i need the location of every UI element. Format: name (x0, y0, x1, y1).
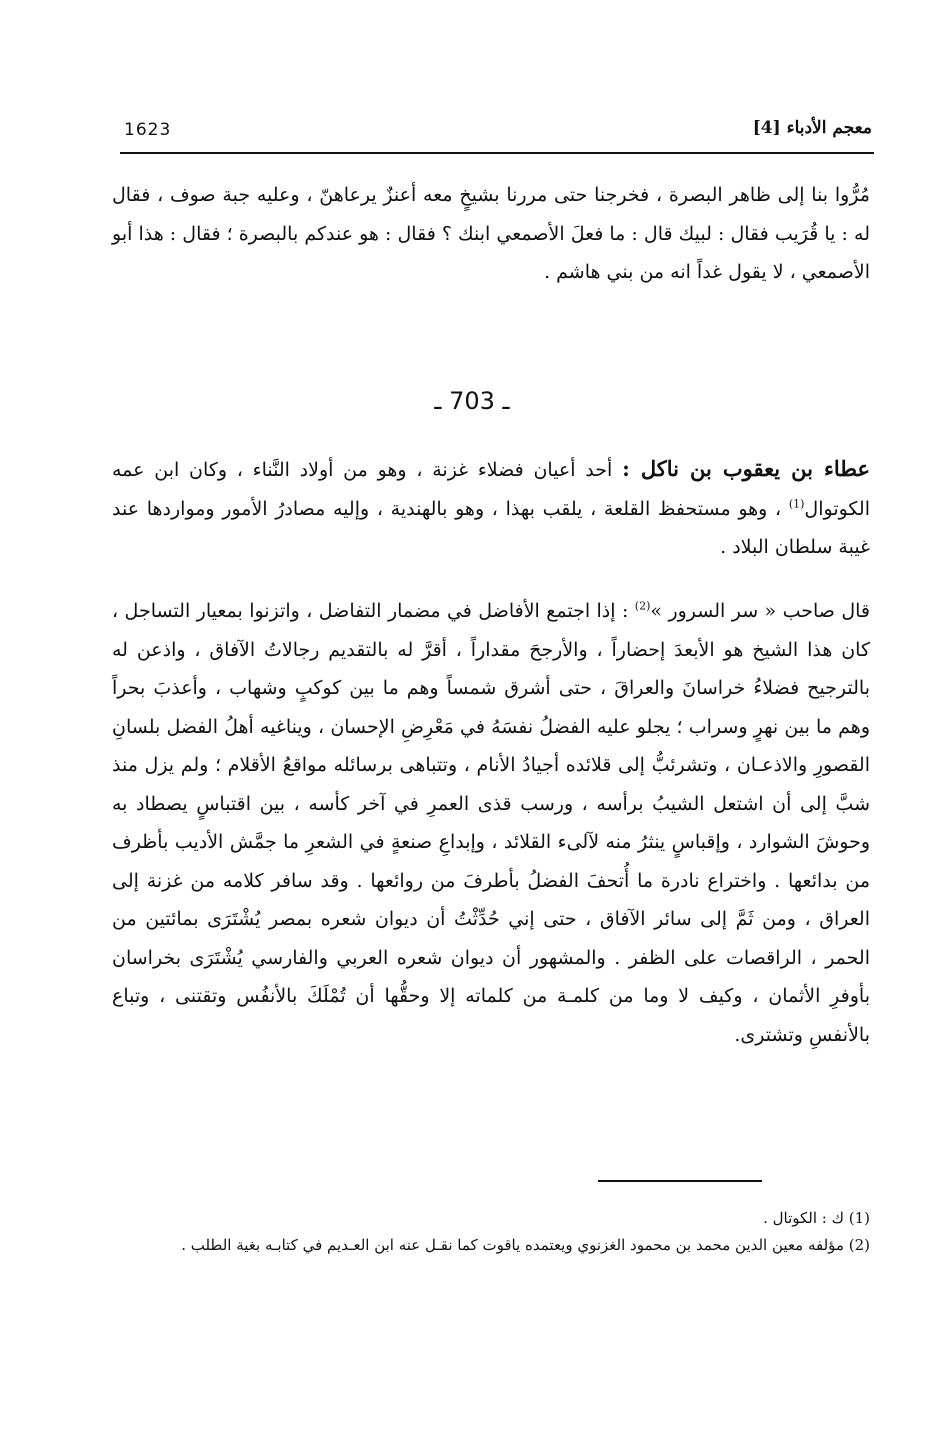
quote-paragraph (112, 592, 870, 1054)
quote-text-part-1: قال صاحب « سر السرور » (650, 600, 871, 622)
intro-paragraph: مُرُّوا بنا إلى ظاهر البصرة ، فخرجنا حتى مررنا بشيخٍ معه أعنزٌ يرعاهنّ ، وعليه جبة صوف ، فقال له : يا قُرَيب فقال : لبيك قال : ما فعلَ الأصمعي ابنك ؟ فقال : هو عندكم بالبصرة ؛ فقال : هذا أبو الأصمعي ، لا يقول غداً انه من بني هاشم . (112, 184, 870, 283)
footnote-rule (598, 1180, 762, 1182)
footnote-1: (1) ك : الكوتال . (763, 1209, 870, 1227)
footnote-ref-1: (1) (788, 497, 805, 511)
header-rule (120, 152, 874, 154)
page-header (120, 118, 874, 148)
footnote-2: (2) مؤلفه معين الدين محمد بن محمود الغزنوي ويعتمده ياقوت كما نقـل عنه ابن العـديم في كتابـه بغية الطلب . (181, 1236, 870, 1254)
entry-name: عطاء بن يعقوب بن ناكل : (622, 456, 870, 481)
entry-number: ـ 703 ـ (434, 387, 510, 415)
footnotes (112, 1205, 870, 1259)
entry-paragraph (112, 450, 870, 567)
page-number: 1623 (124, 120, 172, 140)
entry-text-part-2: ، وهو مستحفظ القلعة ، يلقب بهذا ، وهو بالهندية ، وإليه مصادرُ الأمور ومواردها عند غيبة سلطان البلاد . (112, 497, 870, 558)
footnote-ref-2: (2) (634, 599, 651, 613)
entry-text-part-1: أحد أعيان فضلاء غزنة ، وهو من أولاد النَّناء ، وكان ابن عمه الكوتوال (112, 459, 870, 520)
running-title: معجم الأدباء [4] (752, 118, 872, 138)
quote-text-part-2: : إذا اجتمع الأفاضل في مضمار التفاضل ، واتزنوا بمعيار التساجل ، كان هذا الشيخ هو الأبعدَ إحضاراً ، والأرجحَ مقداراً ، أقرَّ له بالتقديم رجالاتُ الآفاق ، واذعن له بالترجيح فضلاءُ خراسانَ والعراقَ ، حتى أشرق شمساً وهم ما بين كوكبٍ وشهاب ، وأعذبَ بحراً وهم ما بين نهرٍ وسراب ؛ يجلو عليه الفضلُ نفسَهُ في مَعْرِضِ الإحسان ، ويناغيه أهلُ الفضل بلسانِ القصورِ والاذعـان ، وتشرئبُّ إلى قلائده أجيادُ الأنام ، وتتباهى برسائله مواقعُ الأقلام ؛ ولم يزل منذ شبَّ إلى أن اشتعل الشيبُ برأسه ، ورسب قذى العمرِ في آخر كأسه ، بين اقتباسٍ يصطاد به وحوشَ الشوارد ، وإقباسٍ ينثرُ منه لآلىء القلائد ، وإبداعِ صنعةٍ في الشعرِ ما جمَّش الأديب بأظرف من بدائعها . واختراع نادرة ما أُتحفَ الفضلُ بأطرفَ من روائعها . وقد سافر كلامه من غزنة إلى العراق ، ومن ثَمَّ إلى سائر الآفاق ، حتى إني حُدِّثْتُ أن ديوان شعره بمصر يُشْتَرَى بمائتين من الحمر ، الراقصات على الظفر . والمشهور أن ديوان شعره العربي والفارسي يُشْتَرَى بخراسان بأوفرِ الأثمان ، وكيف لا وما من كلمـة من كلماته إلا وحقُّها أن تُمْلَكَ بالأنفُس وتقتنى ، وتباع بالأنفسِ وتشترى. (112, 600, 870, 1046)
